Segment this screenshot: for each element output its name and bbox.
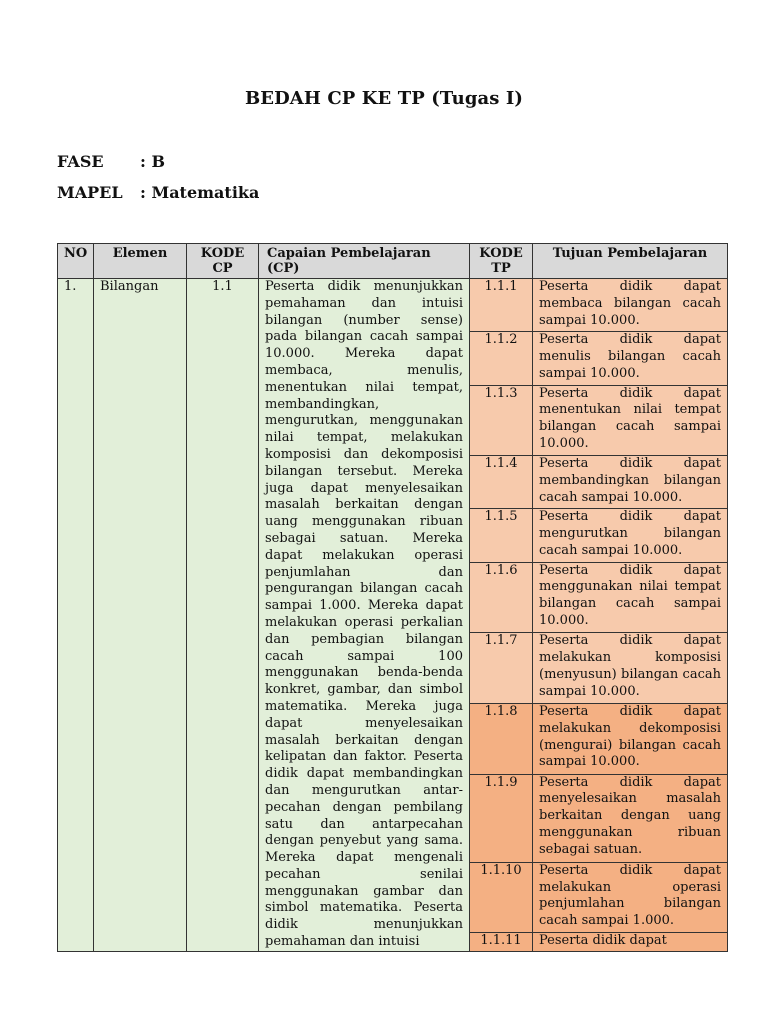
header-kode-tp: KODE TP <box>470 244 533 279</box>
header-no: NO <box>58 244 94 279</box>
row-capaian-pembelajaran: Peserta didik menunjukkan pemahaman dan intuisi bilangan (number sense) pada bilangan cacah sampai 10.000. Mereka dapat membaca, menulis, menentukan nilai tempat, membandingkan, mengurutkan, menggunakan nilai tempat, melakukan komposisi dan dekomposisi bilangan tersebut. Mereka juga dapat menyelesaikan masalah berkaitan dengan uang menggunakan ribuan sebagai satuan. Mereka dapat melakukan operasi penjumlahan dan pengurangan bilangan cacah sampai 1.000. Mereka dapat melakukan operasi perkalian dan pembagian bilangan cacah sampai 100 menggunakan benda-benda konkret, gambar, dan simbol matematika. Mereka juga dapat menyelesaikan masalah berkaitan dengan kelipatan dan faktor. Peserta didik dapat membandingkan dan mengurutkan antar-pecahan dengan pembilang satu dan antarpecahan dengan penyebut yang sama. Mereka dapat mengenali pecahan senilai menggunakan gambar dan simbol matematika. Peserta didik menunjukkan pemahaman dan intuisi <box>259 279 470 952</box>
tp-code: 1.1.11 <box>470 933 533 952</box>
tp-text: Peserta didik dapat membandingkan bilangan cacah sampai 10.000. <box>533 456 728 509</box>
tp-code: 1.1.6 <box>470 562 533 633</box>
mapel-label: MAPEL <box>57 183 123 202</box>
tp-code: 1.1.8 <box>470 703 533 774</box>
tp-text: Peserta didik dapat menggunakan nilai tempat bilangan cacah sampai 10.000. <box>533 562 728 633</box>
mapel-row <box>57 183 259 202</box>
tp-text: Peserta didik dapat <box>533 933 728 952</box>
table-header-row <box>58 244 728 279</box>
tp-code: 1.1.4 <box>470 456 533 509</box>
tp-text: Peserta didik dapat menentukan nilai tempat bilangan cacah sampai 10.000. <box>533 385 728 456</box>
tp-text: Peserta didik dapat menulis bilangan cacah sampai 10.000. <box>533 332 728 385</box>
row-kode-cp: 1.1 <box>187 279 259 952</box>
fase-row <box>57 152 165 171</box>
mapel-value: : Matematika <box>140 183 260 202</box>
cp-tp-table <box>57 243 728 952</box>
tp-code: 1.1.2 <box>470 332 533 385</box>
tp-code: 1.1.1 <box>470 279 533 332</box>
tp-code: 1.1.9 <box>470 774 533 862</box>
tp-code: 1.1.10 <box>470 862 533 933</box>
tp-code: 1.1.7 <box>470 633 533 704</box>
header-kode-cp: KODE CP <box>187 244 259 279</box>
header-cp: Capaian Pembelajaran (CP) <box>259 244 470 279</box>
fase-label: FASE <box>57 152 104 171</box>
tp-text: Peserta didik dapat melakukan dekomposisi (mengurai) bilangan cacah sampai 10.000. <box>533 703 728 774</box>
tp-text: Peserta didik dapat menyelesaikan masalah berkaitan dengan uang menggunakan ribuan sebagai satuan. <box>533 774 728 862</box>
tp-text: Peserta didik dapat melakukan komposisi (menyusun) bilangan cacah sampai 10.000. <box>533 633 728 704</box>
document-title: BEDAH CP KE TP (Tugas I) <box>244 88 524 109</box>
tp-code: 1.1.5 <box>470 509 533 562</box>
tp-text: Peserta didik dapat membaca bilangan cacah sampai 10.000. <box>533 279 728 332</box>
tp-text: Peserta didik dapat mengurutkan bilangan cacah sampai 10.000. <box>533 509 728 562</box>
header-elemen: Elemen <box>94 244 187 279</box>
row-no: 1. <box>58 279 94 952</box>
fase-value: : B <box>140 152 165 171</box>
header-tp: Tujuan Pembelajaran <box>533 244 728 279</box>
row-elemen: Bilangan <box>94 279 187 952</box>
tp-text: Peserta didik dapat melakukan operasi penjumlahan bilangan cacah sampai 1.000. <box>533 862 728 933</box>
tp-code: 1.1.3 <box>470 385 533 456</box>
table-row <box>58 279 728 332</box>
